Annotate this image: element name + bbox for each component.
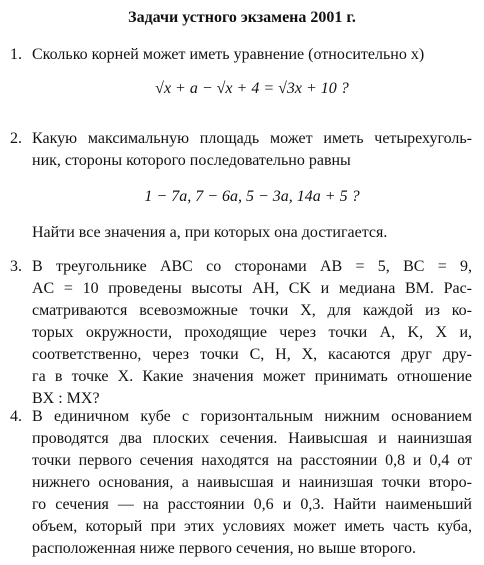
problem-body bbox=[32, 256, 472, 410]
problem-line: AC = 10 проведены высоты AH, CK и медиана BM. Рас- bbox=[32, 280, 472, 297]
problem-line: BX : MX? bbox=[32, 390, 100, 407]
problem-body bbox=[32, 128, 472, 244]
problem-line: сматриваются всевозможные точки X, для каждой из ко- bbox=[32, 302, 472, 319]
problem-line: Найти все значения a, при которых она достигается. bbox=[32, 224, 388, 241]
problem-line: В треугольнике ABC со сторонами AB = 5, BC = 9, bbox=[32, 258, 472, 275]
page-title: Задачи устного экзамена 2001 г. bbox=[128, 9, 356, 26]
problem-1 bbox=[10, 44, 472, 112]
problem-line: нижнего основания, а наивысшая и наинизшая точки второ- bbox=[32, 474, 472, 491]
problem-3 bbox=[10, 256, 472, 410]
problem-line: объем, который при этих условиях может иметь часть куба, bbox=[32, 518, 472, 535]
problem-body bbox=[32, 44, 472, 100]
problem-line: Какую максимальную площадь может иметь четырехуголь- bbox=[32, 130, 472, 147]
problem-number: 3. bbox=[10, 258, 22, 275]
problem-line: проводятся два плоских сечения. Наивысшая и наинизшая bbox=[32, 430, 472, 447]
problem-number: 1. bbox=[10, 46, 22, 63]
problem-number: 4. bbox=[10, 408, 22, 425]
problem-line: го сечения — на расстоянии 0,6 и 0,3. Найти наименьший bbox=[32, 496, 472, 513]
problem-2 bbox=[10, 128, 472, 244]
problem-line: соответственно, через точки C, H, X, касаются друг дру- bbox=[32, 346, 472, 363]
problem-line: торых окружности, проходящие через точки A, K, X и, bbox=[32, 324, 472, 341]
problem-number: 2. bbox=[10, 130, 22, 147]
problem-body bbox=[32, 406, 472, 560]
problem-line: точки первого сечения находятся на расстоянии 0,8 и 0,4 от bbox=[32, 452, 472, 469]
problem-line: В единичном кубе с горизонтальным нижним основанием bbox=[32, 408, 472, 425]
problem-equation: 1 − 7a, 7 − 6a, 5 − 3a, 14a + 5 ? bbox=[144, 188, 360, 205]
problem-4 bbox=[10, 406, 472, 560]
problem-equation: √x + a − √x + 4 = √3x + 10 ? bbox=[155, 80, 349, 97]
problem-line: ник, стороны которого последовательно равны bbox=[32, 152, 351, 169]
problem-line: га в точке X. Какие значения может принимать отношение bbox=[32, 368, 472, 385]
problem-line: Сколько корней может иметь уравнение (относительно x) bbox=[32, 46, 425, 63]
problem-line: расположенная ниже первого сечения, но выше второго. bbox=[32, 540, 417, 557]
